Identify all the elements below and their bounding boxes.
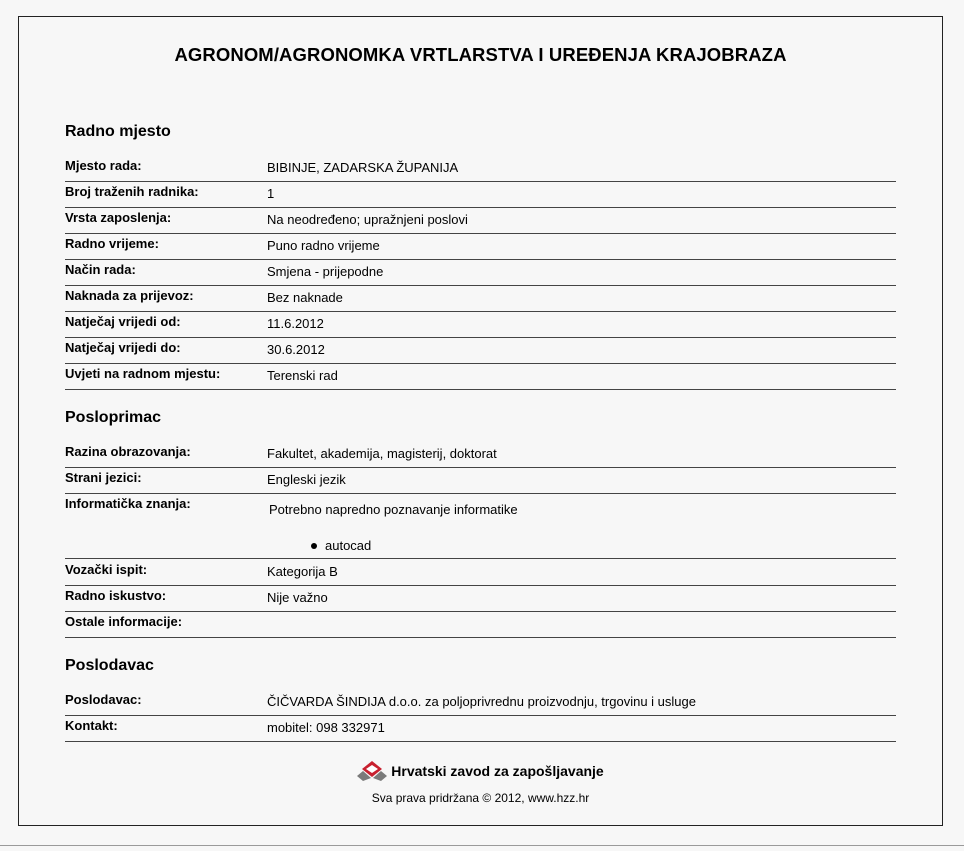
section-heading-posloprimac: Posloprimac [65,409,162,426]
footer [19,761,942,805]
row-label: Natječaj vrijedi od: [65,314,181,329]
row-value: BIBINJE, ZADARSKA ŽUPANIJA [267,160,459,175]
row-value: Bez naknade [267,290,343,305]
section-heading-radno-mjesto: Radno mjesto [65,123,171,140]
row-label: Poslodavac: [65,692,142,707]
row-label: Broj traženih radnika: [65,184,199,199]
row-vrsta-zaposlenja [65,209,896,234]
footer-org-name: Hrvatski zavod za zapošljavanje [391,763,604,779]
row-naknada-za-prijevoz [65,287,896,312]
list-item-text: autocad [325,538,372,553]
row-mjesto-rada [65,157,896,182]
row-value: Fakultet, akademija, magisterij, doktorat [267,446,497,461]
row-label: Natječaj vrijedi do: [65,340,181,355]
row-nacin-rada [65,261,896,286]
row-label: Vozački ispit: [65,562,148,577]
row-value: 30.6.2012 [267,342,325,357]
bullet-icon [311,543,317,549]
row-label: Uvjeti na radnom mjestu: [65,366,221,381]
row-broj-trazenih-radnika [65,183,896,208]
page-title: AGRONOM/AGRONOMKA VRTLARSTVA I UREĐENJA KRAJOBRAZA [174,44,787,65]
row-value: Potrebno napredno poznavanje informatike [269,502,518,517]
list-item [311,538,371,553]
row-poslodavac [65,691,896,716]
row-label: Strani jezici: [65,470,142,485]
row-label: Naknada za prijevoz: [65,288,194,303]
row-value: Smjena - prijepodne [267,264,384,279]
row-natjecaj-vrijedi-do [65,339,896,364]
row-natjecaj-vrijedi-od [65,313,896,338]
row-value: 1 [267,186,275,201]
section-heading-poslodavac: Poslodavac [65,657,154,674]
row-label: Radno vrijeme: [65,236,159,251]
row-label: Vrsta zaposlenja: [65,210,172,225]
row-label: Način rada: [65,262,136,277]
row-value: mobitel: 098 332971 [267,720,385,735]
row-label: Kontakt: [65,718,118,733]
row-uvjeti-na-radnom-mjestu [65,365,896,390]
skills-list [311,538,371,553]
row-value: Engleski jezik [267,472,346,487]
footer-copyright: Sva prava pridržana © 2012, www.hzz.hr [371,791,590,805]
row-radno-iskustvo [65,587,896,612]
row-value: Terenski rad [267,368,338,383]
row-label: Ostale informacije: [65,614,183,629]
row-ostale-informacije [65,613,896,638]
row-informaticka-znanja [65,495,896,559]
row-strani-jezici [65,469,896,494]
row-vozacki-ispit [65,561,896,586]
job-posting-page [18,16,943,826]
row-kontakt [65,717,896,742]
row-label: Mjesto rada: [65,158,142,173]
row-value: Nije važno [267,590,328,605]
row-value: Na neodređeno; upražnjeni poslovi [267,212,468,227]
row-value: 11.6.2012 [267,316,324,331]
row-value: Kategorija B [267,564,338,579]
row-value: ČIČVARDA ŠINDIJA d.o.o. za poljoprivrednu proizvodnju, trgovinu i usluge [267,694,696,709]
row-razina-obrazovanja [65,443,896,468]
row-label: Radno iskustvo: [65,588,167,603]
row-label: Informatička znanja: [65,496,191,511]
row-label: Razina obrazovanja: [65,444,191,459]
row-value: Puno radno vrijeme [267,238,380,253]
hzz-logo-icon [357,761,387,781]
footer-org [357,761,603,781]
row-radno-vrijeme [65,235,896,260]
bottom-divider [0,845,964,846]
